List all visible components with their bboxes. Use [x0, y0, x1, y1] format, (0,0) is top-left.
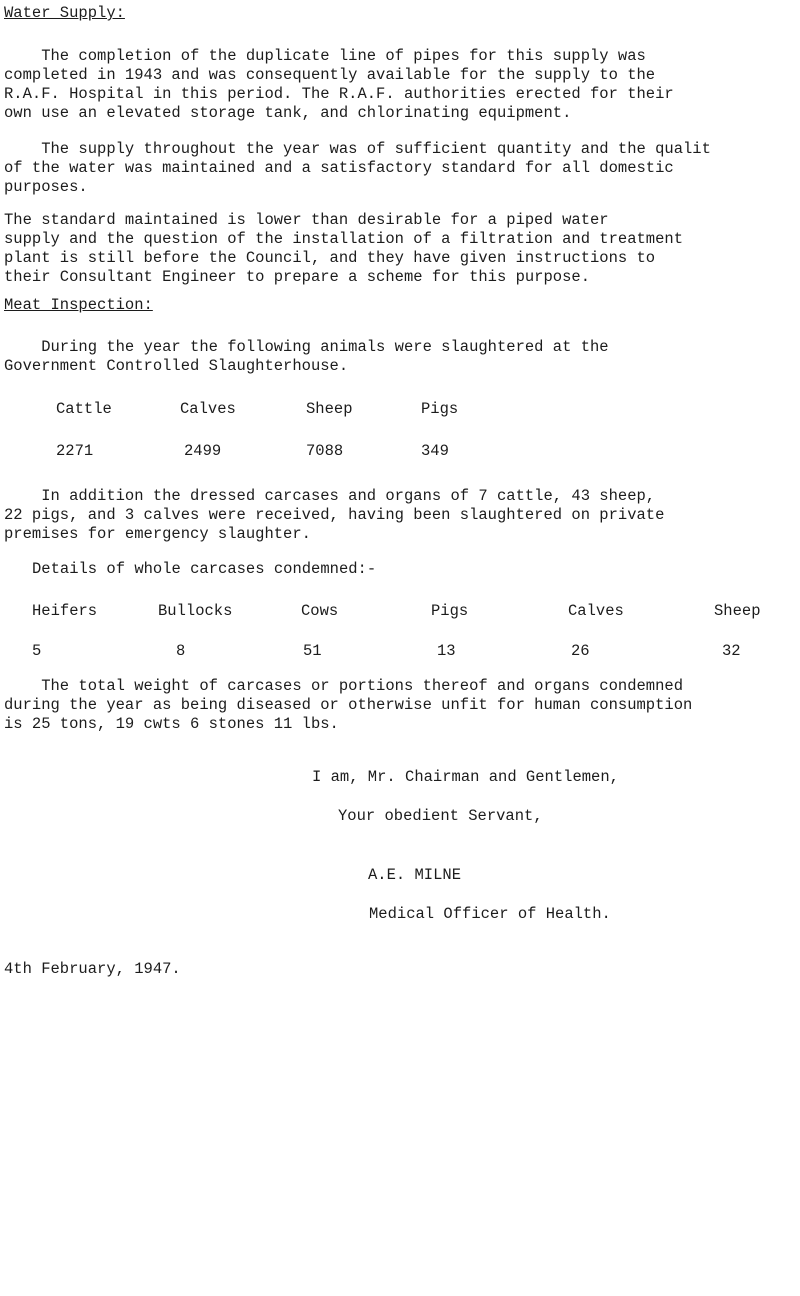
text-line: The completion of the duplicate line of pipes for this supply was	[4, 47, 646, 65]
table-value-cell: 7088	[306, 442, 344, 460]
table-header-cell: Pigs	[431, 602, 469, 620]
section-heading-water-supply: Water Supply:	[4, 4, 125, 22]
closing-servant: Your obedient Servant,	[338, 807, 543, 825]
signature-name: A.E. MILNE	[368, 866, 462, 884]
text-line: 22 pigs, and 3 calves were received, having been slaughtered on private	[4, 506, 665, 524]
table-header-cell: Bullocks	[158, 602, 233, 620]
text-line: supply and the question of the installation of a filtration and treatment	[4, 230, 684, 248]
text-line: R.A.F. Hospital in this period. The R.A.F. authorities erected for their	[4, 85, 674, 103]
text-line: is 25 tons, 19 cwts 6 stones 11 lbs.	[4, 715, 339, 733]
table-header-cell: Cows	[301, 602, 339, 620]
text-line: The total weight of carcases or portions thereof and organs condemned	[4, 677, 684, 695]
water-paragraph-2	[4, 140, 800, 197]
meat-total-paragraph	[4, 677, 800, 734]
table-value-cell: 2271	[56, 442, 94, 460]
table-value-cell: 349	[421, 442, 449, 460]
meat-addition-paragraph	[4, 487, 800, 544]
table-header-cell: Pigs	[421, 400, 459, 418]
condemned-intro: Details of whole carcases condemned:-	[32, 560, 377, 578]
table-value-cell: 13	[437, 642, 456, 660]
text-line: premises for emergency slaughter.	[4, 525, 311, 543]
table-header-cell: Cattle	[56, 400, 112, 418]
meat-intro-paragraph	[4, 338, 800, 376]
closing-salutation: I am, Mr. Chairman and Gentlemen,	[312, 768, 619, 786]
text-line: The standard maintained is lower than desirable for a piped water	[4, 211, 609, 229]
text-line: Government Controlled Slaughterhouse.	[4, 357, 349, 375]
text-line: of the water was maintained and a satisfactory standard for all domestic	[4, 159, 674, 177]
table-header-cell: Sheep	[306, 400, 353, 418]
table-value-cell: 32	[722, 642, 741, 660]
text-line: their Consultant Engineer to prepare a scheme for this purpose.	[4, 268, 590, 286]
signature-title: Medical Officer of Health.	[369, 905, 611, 923]
text-line: completed in 1943 and was consequently available for the supply to the	[4, 66, 656, 84]
table-value-cell: 2499	[184, 442, 222, 460]
text-line: purposes.	[4, 178, 88, 196]
table-value-cell: 26	[571, 642, 590, 660]
text-line: own use an elevated storage tank, and chlorinating equipment.	[4, 104, 572, 122]
section-heading-meat-inspection: Meat Inspection:	[4, 296, 153, 314]
text-line: plant is still before the Council, and they have given instructions to	[4, 249, 656, 267]
table-header-cell: Sheep	[714, 602, 761, 620]
table-value-cell: 5	[32, 642, 42, 660]
table-value-cell: 51	[303, 642, 322, 660]
water-paragraph-1	[4, 47, 800, 123]
text-line: During the year the following animals were slaughtered at the	[4, 338, 609, 356]
table-header-cell: Heifers	[32, 602, 98, 620]
text-line: The supply throughout the year was of sufficient quantity and the qualit	[4, 140, 711, 158]
table-value-cell: 8	[176, 642, 186, 660]
water-paragraph-3	[4, 211, 800, 287]
table-header-cell: Calves	[180, 400, 236, 418]
text-line: In addition the dressed carcases and organs of 7 cattle, 43 sheep,	[4, 487, 656, 505]
table-header-cell: Calves	[568, 602, 624, 620]
document-date: 4th February, 1947.	[4, 960, 181, 978]
text-line: during the year as being diseased or otherwise unfit for human consumption	[4, 696, 693, 714]
